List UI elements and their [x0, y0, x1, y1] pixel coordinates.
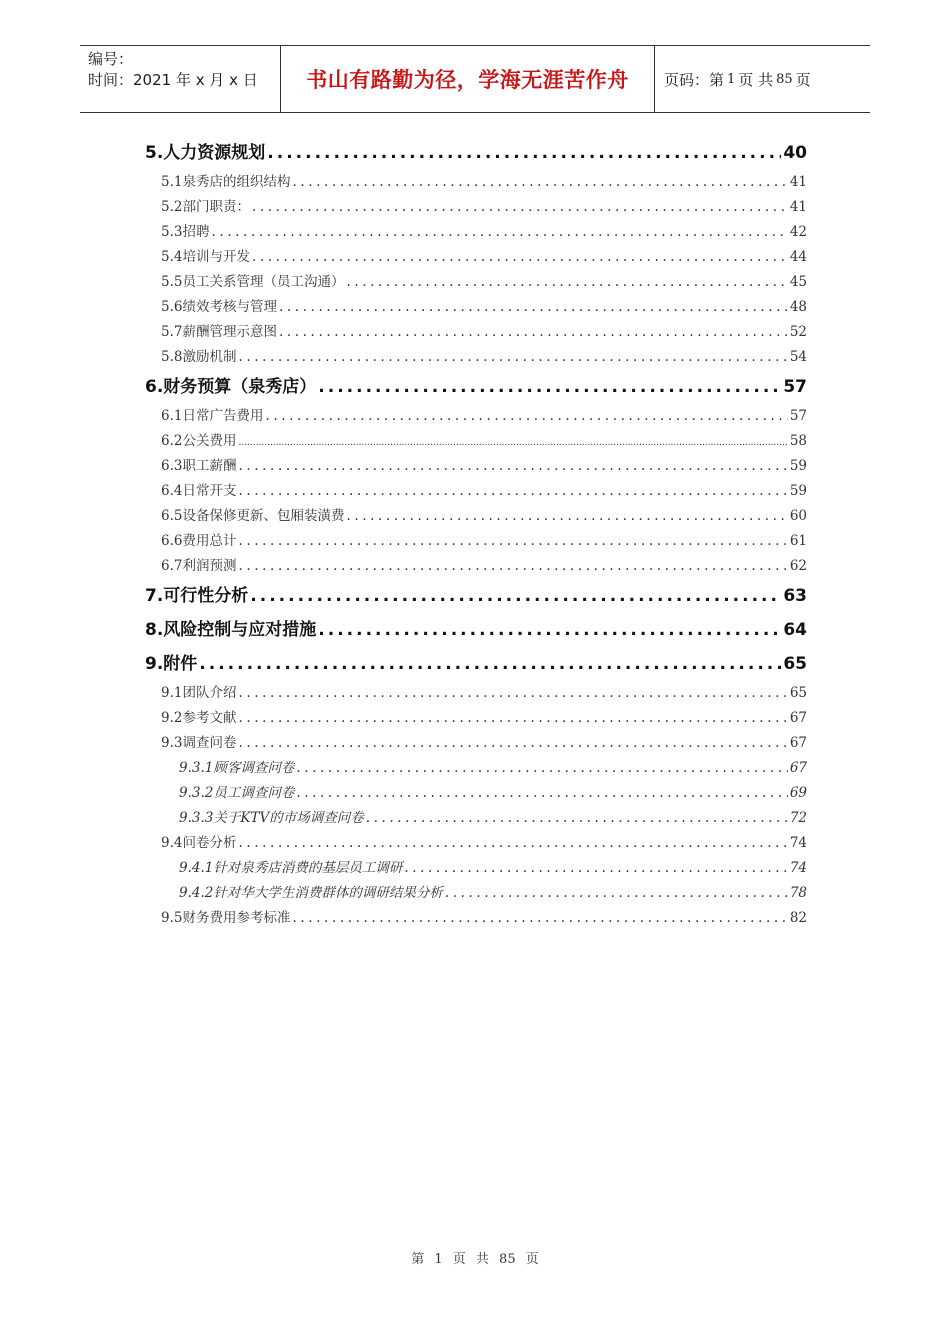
toc-entry-page: 61 [789, 533, 807, 549]
toc-entry-page: 67 [789, 735, 807, 751]
toc-entry-page: 72 [789, 810, 807, 826]
toc-entry-title: 6.7利润预测 [161, 558, 237, 574]
toc-entry-level-2[interactable] [145, 479, 807, 504]
toc-entry-title: 5.1泉秀店的组织结构 [161, 174, 291, 190]
page-current: 1 [727, 71, 736, 87]
toc-entry-title: 9.4.2针对华大学生消费群体的调研结果分析 [179, 885, 443, 901]
toc-entry-page: 52 [789, 324, 807, 340]
toc-entry-level-2[interactable] [145, 529, 807, 554]
toc-entry-page: 42 [789, 224, 807, 240]
toc-entry-title: 5.3招聘 [161, 224, 210, 240]
toc-entry-page: 74 [789, 835, 807, 851]
toc-entry-level-3[interactable] [145, 806, 807, 831]
toc-entry-level-3[interactable] [145, 781, 807, 806]
toc-entry-page: 67 [789, 710, 807, 726]
document-time-label: 时间：2021 年 x 月 x 日 [88, 71, 258, 89]
toc-entry-level-1[interactable] [145, 613, 807, 647]
toc-entry-title: 6.6费用总计 [161, 533, 237, 549]
toc-entry-title: 7.可行性分析 [145, 586, 249, 606]
toc-dot-leader [238, 835, 787, 851]
toc-entry-page: 59 [789, 483, 807, 499]
page-mid: 页 共 [738, 70, 774, 89]
toc-entry-level-2[interactable] [145, 504, 807, 529]
toc-entry-page: 64 [783, 620, 807, 640]
toc-entry-page: 62 [789, 558, 807, 574]
toc-dot-leader [346, 508, 787, 524]
toc-entry-title: 6.1日常广告费用 [161, 408, 264, 424]
toc-entry-level-2[interactable] [145, 270, 807, 295]
toc-entry-page: 48 [789, 299, 807, 315]
toc-entry-title: 9.4.1针对泉秀店消费的基层员工调研 [179, 860, 403, 876]
toc-dot-leader [238, 685, 787, 701]
toc-entry-title: 9.2参考文献 [161, 710, 237, 726]
toc-entry-level-3[interactable] [145, 756, 807, 781]
toc-entry-page: 82 [789, 910, 807, 926]
toc-entry-title: 8.风险控制与应对措施 [145, 620, 317, 640]
toc-entry-level-1[interactable] [145, 370, 807, 404]
toc-entry-level-2[interactable] [145, 554, 807, 579]
page-prefix: 页码：第 [664, 70, 725, 89]
toc-dot-leader [211, 224, 787, 240]
toc-entry-level-2[interactable] [145, 429, 807, 454]
toc-dot-leader [199, 654, 781, 674]
toc-dot-leader [279, 299, 788, 315]
toc-dot-leader [238, 458, 787, 474]
page-total: 85 [776, 71, 793, 87]
toc-entry-page: 65 [783, 654, 807, 674]
toc-entry-title: 6.4日常开支 [161, 483, 237, 499]
toc-entry-page: 63 [783, 586, 807, 606]
toc-entry-page: 60 [789, 508, 807, 524]
toc-entry-level-2[interactable] [145, 831, 807, 856]
toc-dot-leader [238, 533, 787, 549]
toc-entry-level-1[interactable] [145, 579, 807, 613]
toc-entry-title: 5.人力资源规划 [145, 143, 266, 163]
toc-entry-level-3[interactable] [145, 856, 807, 881]
toc-entry-title: 9.3调查问卷 [161, 735, 237, 751]
toc-entry-title: 5.4培训与开发 [161, 249, 250, 265]
header-meta [80, 46, 281, 112]
toc-entry-page: 69 [789, 785, 807, 801]
toc-entry-page: 54 [789, 349, 807, 365]
toc-dot-leader [404, 860, 787, 876]
toc-entry-page: 67 [789, 760, 807, 776]
toc-entry-level-2[interactable] [145, 295, 807, 320]
toc-entry-level-3[interactable] [145, 881, 807, 906]
toc-entry-page: 57 [789, 408, 807, 424]
toc-entry-page: 57 [783, 377, 807, 397]
toc-entry-page: 78 [789, 885, 807, 901]
document-number-label: 编号： [88, 50, 134, 68]
toc-entry-level-2[interactable] [145, 320, 807, 345]
header-motto: 书山有路勤为径，学海无涯苦作舟 [281, 46, 655, 112]
page-footer: 第 1 页 共 85 页 [411, 1252, 539, 1267]
toc-dot-leader [238, 483, 787, 499]
toc-entry-level-2[interactable] [145, 245, 807, 270]
toc-entry-title: 9.3.1顾客调查问卷 [179, 760, 295, 776]
toc-dot-leader [265, 408, 787, 424]
toc-entry-level-1[interactable] [145, 136, 807, 170]
toc-entry-page: 41 [789, 199, 807, 215]
toc-entry-page: 44 [789, 249, 807, 265]
toc-dot-leader [238, 710, 787, 726]
toc-dot-leader [296, 785, 787, 801]
toc-entry-title: 6.财务预算（泉秀店） [145, 377, 317, 397]
toc-dot-leader [238, 558, 787, 574]
toc-dot-leader [238, 349, 787, 365]
toc-entry-level-2[interactable] [145, 906, 807, 931]
toc-dot-leader [252, 199, 788, 215]
toc-dot-leader [292, 174, 787, 190]
toc-dot-leader [296, 760, 787, 776]
toc-dot-leader [267, 143, 781, 163]
toc-dot-leader [318, 377, 781, 397]
toc-entry-title: 9.4问卷分析 [161, 835, 237, 851]
toc-dot-leader [252, 249, 788, 265]
toc-entry-title: 5.7薪酬管理示意图 [161, 324, 277, 340]
toc-entry-page: 45 [789, 274, 807, 290]
toc-dot-leader [238, 438, 787, 448]
toc-entry-title: 9.1团队介绍 [161, 685, 237, 701]
toc-entry-title: 5.5员工关系管理（员工沟通） [161, 274, 345, 290]
toc-entry-title: 6.5设备保修更新、包厢装潢费 [161, 508, 345, 524]
toc-entry-level-2[interactable] [145, 220, 807, 245]
toc-entry-title: 6.3职工薪酬 [161, 458, 237, 474]
toc-dot-leader [292, 910, 787, 926]
toc-entry-title: 9.5财务费用参考标准 [161, 910, 291, 926]
toc-entry-title: 9.附件 [145, 654, 198, 674]
toc-entry-level-2[interactable] [145, 345, 807, 370]
toc-dot-leader [318, 620, 781, 640]
toc-entry-level-1[interactable] [145, 647, 807, 681]
toc-entry-title: 9.3.3关于KTV的市场调查问卷 [179, 810, 364, 826]
toc-entry-title: 5.2部门职责： [161, 199, 250, 215]
toc-entry-title: 5.8激励机制 [161, 349, 237, 365]
toc-entry-page: 59 [789, 458, 807, 474]
toc-entry-level-2[interactable] [145, 170, 807, 195]
toc-entry-level-2[interactable] [145, 731, 807, 756]
toc-entry-level-2[interactable] [145, 706, 807, 731]
toc-entry-level-2[interactable] [145, 681, 807, 706]
toc-entry-page: 58 [789, 433, 807, 449]
page-header [80, 45, 870, 113]
toc-entry-page: 65 [789, 685, 807, 701]
toc-entry-title: 5.6绩效考核与管理 [161, 299, 277, 315]
toc-entry-title: 6.2公关费用 [161, 433, 237, 449]
toc-entry-page: 40 [783, 143, 807, 163]
toc-dot-leader [346, 274, 787, 290]
toc-entry-title: 9.3.2员工调查问卷 [179, 785, 295, 801]
toc-dot-leader [445, 885, 788, 901]
toc-entry-level-2[interactable] [145, 454, 807, 479]
toc-dot-leader [366, 810, 788, 826]
toc-dot-leader [279, 324, 788, 340]
header-page-info [655, 46, 870, 112]
toc-entry-page: 74 [789, 860, 807, 876]
table-of-contents [145, 136, 807, 931]
page-suffix: 页 [795, 70, 811, 89]
toc-dot-leader [238, 735, 787, 751]
toc-entry-level-2[interactable] [145, 195, 807, 220]
toc-entry-page: 41 [789, 174, 807, 190]
toc-dot-leader [250, 586, 781, 606]
toc-entry-level-2[interactable] [145, 404, 807, 429]
